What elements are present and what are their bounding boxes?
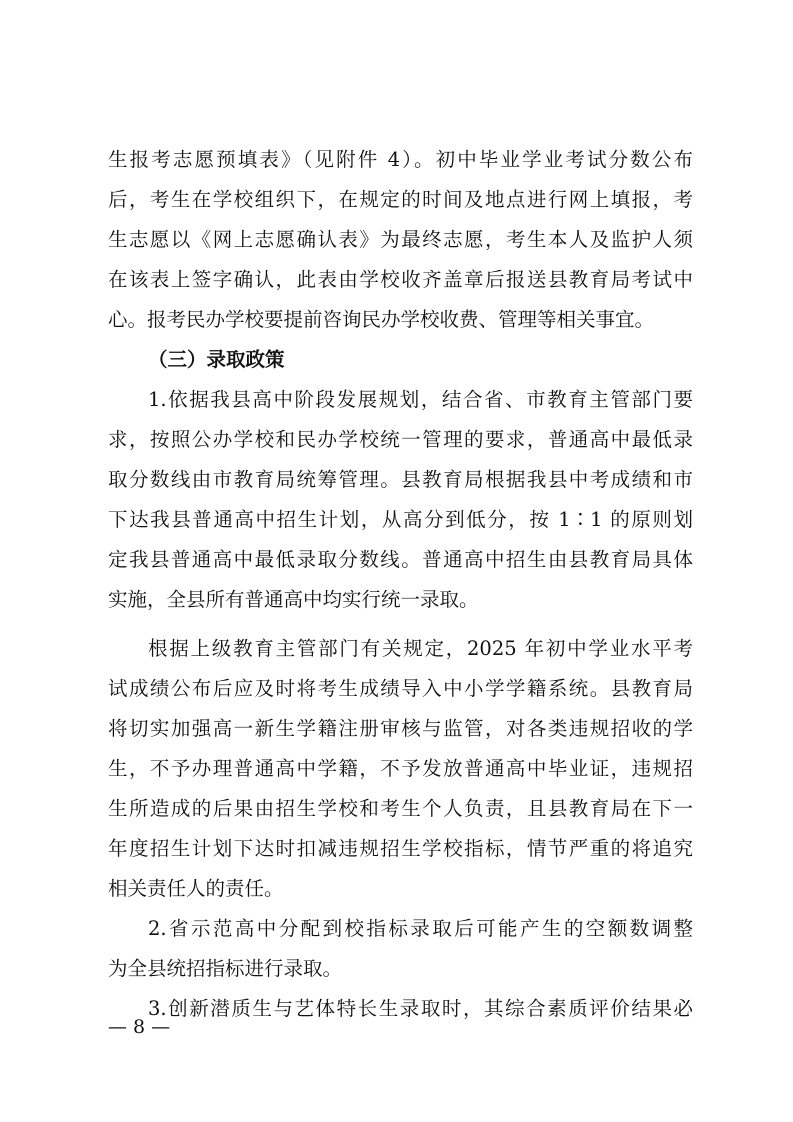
text-line: 生报考志愿预填表》（见附件 4）。初中毕业学业考试分数公布: [108, 148, 693, 171]
text-line: 实施，全县所有普通高中均实行统一录取。: [108, 588, 479, 611]
text-line: 根据上级教育主管部门有关规定，2025 年初中学业水平考: [148, 637, 693, 660]
text-line: 3.创新潜质生与艺体特长生录取时，其综合素质评价结果必: [148, 997, 693, 1020]
text-line: 求，按照公办学校和民办学校统一管理的要求，普通高中最低录: [108, 428, 693, 451]
text-line: 试成绩公布后应及时将考生成绩导入中小学学籍系统。县教育局: [108, 677, 693, 700]
text-line: 为全县统招指标进行录取。: [108, 957, 343, 980]
text-line: 年度招生计划下达时扣减违规招生学校指标，情节严重的将追究: [108, 837, 693, 860]
text-line: 生志愿以《网上志愿确认表》为最终志愿，考生本人及监护人须: [108, 228, 693, 251]
section-heading: （三）录取政策: [148, 348, 285, 371]
text-line: 心。报考民办学校要提前咨询民办学校收费、管理等相关事宜。: [108, 308, 655, 331]
text-line: 下达我县普通高中招生计划，从高分到低分，按 1∶1 的原则划: [108, 508, 693, 531]
page-number: — 8 —: [108, 1016, 171, 1038]
text-line: 生所造成的后果由招生学校和考生个人负责，且县教育局在下一: [108, 797, 693, 820]
text-line: 生，不予办理普通高中学籍，不予发放普通高中毕业证，违规招: [108, 757, 693, 780]
text-line: 2.省示范高中分配到校指标录取后可能产生的空额数调整: [148, 917, 693, 940]
text-line: 后，考生在学校组织下，在规定的时间及地点进行网上填报，考: [108, 188, 693, 211]
paragraph-gap: [108, 620, 693, 629]
document-body: [108, 140, 693, 1029]
text-line: 1.依据我县高中阶段发展规划，结合省、市教育主管部门要: [148, 388, 693, 411]
text-line: 相关责任人的责任。: [108, 877, 284, 900]
text-line: 取分数线由市教育局统筹管理。县教育局根据我县中考成绩和市: [108, 468, 693, 491]
text-line: 将切实加强高一新生学籍注册审核与监管，对各类违规招收的学: [108, 717, 693, 740]
text-line: 定我县普通高中最低录取分数线。普通高中招生由县教育局具体: [108, 548, 693, 571]
text-line: 在该表上签字确认，此表由学校收齐盖章后报送县教育局考试中: [108, 268, 693, 291]
